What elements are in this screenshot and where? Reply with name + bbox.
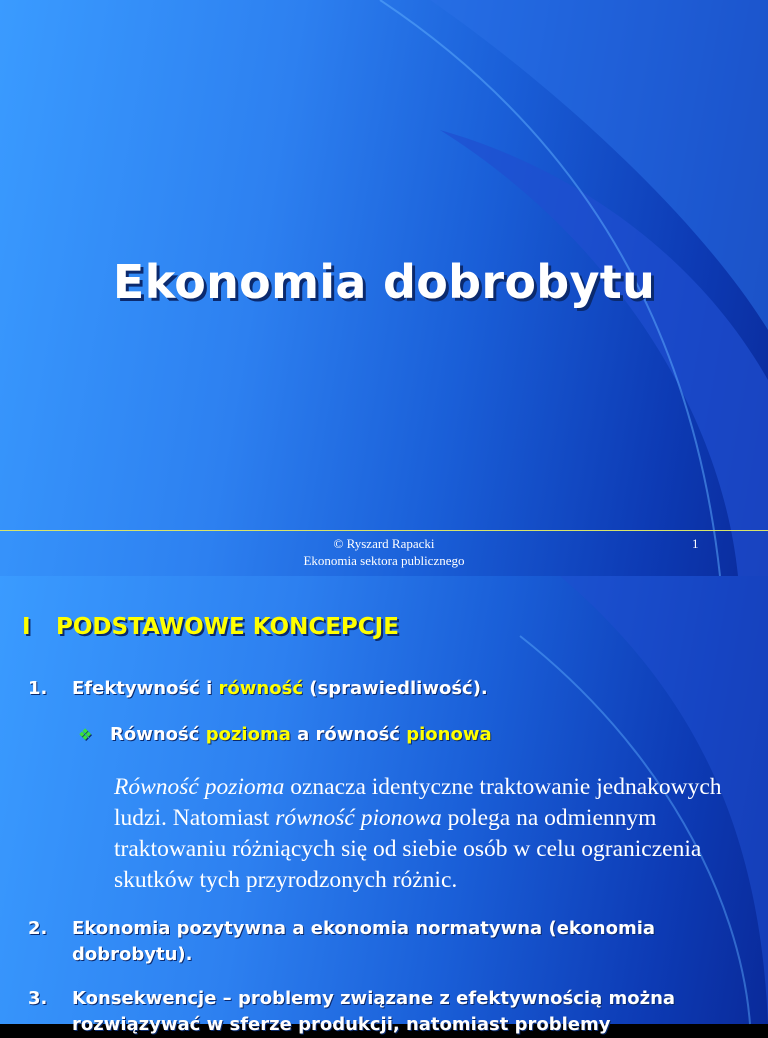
footer-course: Ekonomia sektora publicznego	[303, 553, 465, 568]
list-item-1	[28, 676, 748, 702]
item-number: 2.	[28, 918, 48, 939]
footer-author: © Ryszard Rapacki	[333, 536, 435, 551]
sub-highlight: pionowa	[406, 724, 492, 745]
sub-highlight: pozioma	[205, 724, 291, 745]
section-heading	[22, 614, 399, 640]
list-item-2	[28, 916, 728, 968]
item-number: 1.	[28, 678, 48, 699]
item-text: Efektywność i	[72, 678, 219, 699]
paragraph-text: polega na odmiennym traktowaniu różniących się od siebie osób w celu ograniczenia skutków tych przyrodzonych różnic.	[114, 805, 702, 893]
slide-title: Ekonomia dobrobytu	[112, 255, 656, 309]
slide-footer	[0, 535, 768, 569]
heading-text: PODSTAWOWE KONCEPCJE	[56, 614, 399, 640]
item-text: (sprawiedliwość).	[302, 678, 488, 699]
heading-number: I	[22, 614, 31, 640]
item-text: Konsekwencje – problemy związane z efektywnością można rozwiązywać w sferze produkcji, natomiast problemy	[72, 988, 676, 1035]
list-item-3	[28, 986, 728, 1038]
footer-rule	[0, 530, 768, 531]
sub-text: a równość	[290, 724, 407, 745]
page-number: 1	[692, 536, 699, 551]
sub-text: Równość	[110, 724, 206, 745]
diamond-bullet-icon: ❖	[78, 725, 93, 744]
sub-bullet-1	[78, 722, 492, 748]
item-text: Ekonomia pozytywna a ekonomia normatywna (ekonomia dobrobytu).	[72, 918, 656, 965]
definition-paragraph	[114, 772, 754, 896]
item-highlight: równość	[218, 678, 303, 699]
slide-2	[0, 576, 768, 1035]
italic-term: równość pionowa	[275, 805, 442, 831]
paragraph-text: oznacza identyczne traktowanie jednakowych ludzi. Natomiast	[114, 774, 722, 831]
item-number: 3.	[28, 988, 48, 1009]
italic-term: Równość pozioma	[114, 774, 285, 800]
